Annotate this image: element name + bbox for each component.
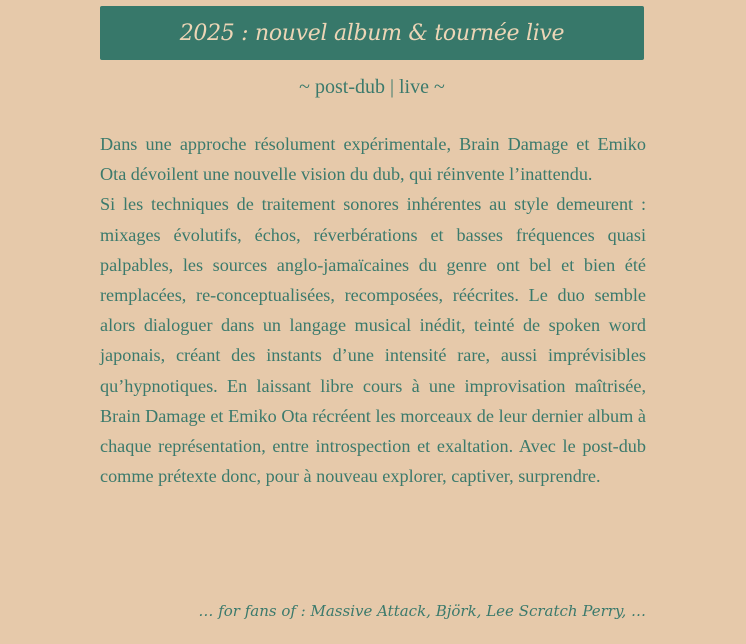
banner-title: 2025 : nouvel album & tournée live [179, 20, 565, 46]
for-fans-of: … for fans of : Massive Attack, Björk, Lee Scratch Perry, … [198, 602, 646, 620]
article-body [100, 129, 646, 491]
article-paragraph: Si les techniques de traitement sonores inhérentes au style demeurent : mixages évolutifs, échos, réverbérations et basses fréquences quasi palpables, les sources anglo-jamaïcaines du genre ont bel et bien été remplacées, re-conceptualisées, recomposées, réécrites. Le duo semble alors dialoguer dans un langage musical inédit, teinté de spoken word japonais, créant des instants d’une intensité rare, aussi imprévisibles qu’hypnotiques. En laissant libre cours à une improvisation maîtrisée, Brain Damage et Emiko Ota récréent les morceaux de leur dernier album à chaque représentation, entre introspection et exaltation. Avec le post-dub comme prétexte donc, pour à nouveau explorer, captiver, surprendre. [100, 194, 646, 487]
article-paragraph: Dans une approche résolument expérimentale, Brain Damage et Emiko Ota dévoilent une nouvelle vision du dub, qui réinvente l’inattendu. [100, 134, 646, 185]
title-banner [100, 6, 644, 60]
genre-subtitle: ~ post-dub | live ~ [299, 76, 445, 98]
